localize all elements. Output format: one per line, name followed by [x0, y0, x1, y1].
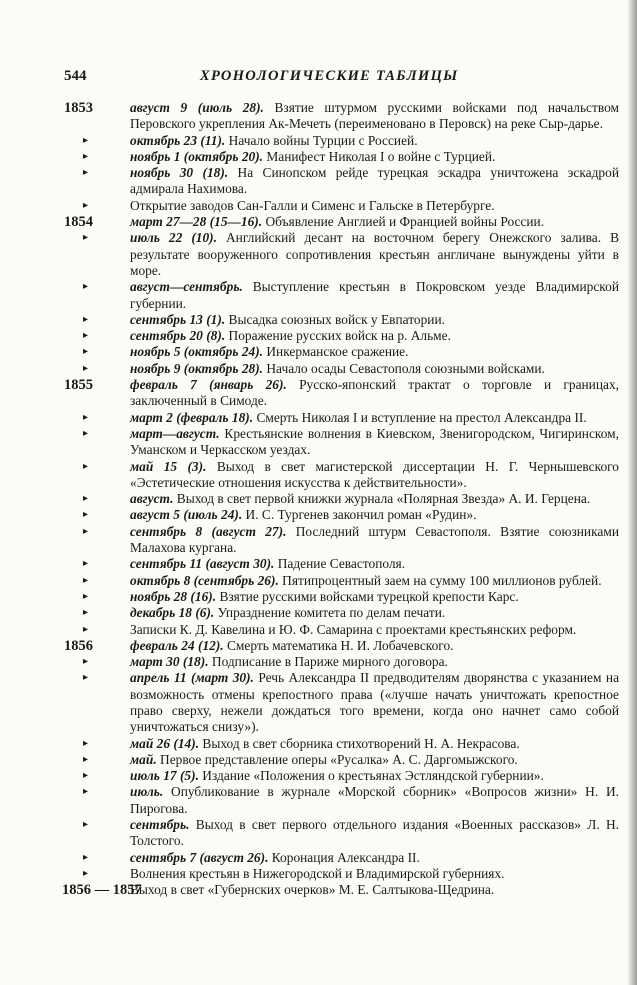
- entry-text: [130, 850, 619, 866]
- entry-date: июль 17 (5).: [130, 768, 199, 784]
- chronology-entry: [64, 784, 619, 817]
- bullet-icon: ▸: [83, 672, 89, 684]
- entry-date: август.: [130, 491, 174, 507]
- entry-date: апрель 11 (март 30).: [130, 670, 254, 686]
- bullet-icon: ▸: [83, 330, 89, 342]
- entry-text: [130, 638, 619, 654]
- chronology-entry: [64, 622, 619, 638]
- entry-description: Упразднение комитета по делам печати.: [214, 605, 446, 621]
- entry-date: сентябрь 8 (август 27).: [130, 523, 287, 539]
- chronology-entry: [64, 768, 619, 784]
- entry-text: [130, 361, 619, 377]
- bullet-icon: ▸: [83, 427, 89, 439]
- bullet-icon: ▸: [83, 313, 89, 325]
- bullet-icon: ▸: [83, 819, 89, 831]
- chronology-entry: [64, 165, 619, 198]
- entry-date: сентябрь 11 (август 30).: [130, 556, 275, 572]
- chronology-entry: [64, 670, 619, 735]
- entry-year: 1853: [64, 100, 93, 116]
- entry-text: [130, 573, 619, 589]
- entry-description: Подписание в Париже мирного договора.: [208, 654, 448, 670]
- chronology-entry: [64, 638, 619, 654]
- entry-date: сентябрь.: [130, 817, 190, 833]
- chronology-entry: [64, 312, 619, 328]
- chronology-entry: [64, 817, 619, 850]
- entry-text: [130, 670, 619, 735]
- entry-text: [130, 377, 619, 410]
- entry-description: Выход в свет «Губернских очерков» М. Е. Салтыкова-Щедрина.: [130, 882, 495, 898]
- chronology-entry: [64, 100, 619, 133]
- entry-date: декабрь 18 (6).: [130, 605, 215, 621]
- bullet-icon: ▸: [83, 737, 89, 749]
- bullet-icon: ▸: [83, 770, 89, 782]
- entry-date: октябрь 8 (сентябрь 26).: [130, 572, 279, 588]
- entry-description: Инкерманское сражение.: [263, 344, 409, 360]
- bullet-icon: ▸: [83, 232, 89, 244]
- entry-description: Манифест Николая I о войне с Турцией.: [263, 148, 496, 164]
- entry-text: [130, 589, 619, 605]
- chronology-entry: [64, 589, 619, 605]
- entry-text: [130, 279, 619, 312]
- bullet-icon: ▸: [83, 590, 89, 602]
- entry-year: 1856: [64, 637, 93, 654]
- entry-description: Выход в свет магистерской диссертации Н. Г. Чернышевского «Эстетические отношения искусства к действительности».: [130, 458, 619, 490]
- entry-description: Волнения крестьян в Нижегородской и Владимирской губерниях.: [130, 865, 505, 881]
- entry-text: [130, 459, 619, 492]
- bullet-icon: ▸: [83, 509, 89, 521]
- entry-text: [130, 344, 619, 360]
- bullet-icon: ▸: [83, 786, 89, 798]
- page-edge-shadow: [627, 0, 637, 985]
- entry-date: май 26 (14).: [130, 735, 200, 751]
- entry-description: Издание «Положения о крестьянах Эстляндской губернии».: [198, 768, 544, 784]
- bullet-icon: ▸: [83, 150, 89, 162]
- entry-year: 1855: [64, 377, 93, 394]
- entry-description: Первое представление оперы «Русалка» А. С. Даргомыжского.: [156, 751, 518, 767]
- entry-date: ноябрь 28 (16).: [130, 588, 217, 604]
- entry-description: Пятипроцентный заем на сумму 100 миллионов рублей.: [278, 572, 602, 588]
- entry-description: Падение Севастополя.: [274, 556, 406, 572]
- chronology-entry: [64, 866, 619, 882]
- entry-description: Выступление крестьян в Покровском уезде Владимирской губернии.: [130, 279, 619, 311]
- chronology-entry: [64, 214, 619, 230]
- entry-text: [130, 556, 619, 572]
- entry-text: [130, 100, 619, 133]
- bullet-icon: ▸: [83, 558, 89, 570]
- chronology-entry: [64, 556, 619, 572]
- entry-date: октябрь 23 (11).: [130, 132, 226, 148]
- entry-text: [130, 328, 619, 344]
- entry-date: май 15 (3).: [130, 458, 207, 474]
- entry-date: август—сентябрь.: [130, 279, 243, 295]
- bullet-icon: ▸: [83, 167, 89, 179]
- entry-description: Записки К. Д. Кавелина и Ю. Ф. Самарина с проектами крестьянских реформ.: [130, 621, 577, 637]
- chronology-entry: [64, 377, 619, 410]
- chronology-entry: [64, 459, 619, 492]
- entry-description: Коронация Александра II.: [268, 849, 420, 865]
- entry-text: [130, 507, 619, 523]
- entry-text: [130, 736, 619, 752]
- entry-text: [130, 622, 619, 638]
- entry-text: [130, 882, 619, 898]
- chronology-entry: [64, 654, 619, 670]
- entry-text: [130, 866, 619, 882]
- entry-description: Начало войны Турции с Россией.: [225, 132, 418, 148]
- entry-text: [130, 149, 619, 165]
- chronology-entry: [64, 491, 619, 507]
- entry-date: март 2 (февраль 18).: [130, 409, 254, 425]
- entry-text: [130, 817, 619, 850]
- bullet-icon: ▸: [83, 623, 89, 635]
- entry-description: Выход в свет первого отдельного издания «Военных рассказов» Л. Н. Толстого.: [130, 817, 619, 849]
- chronology-entry: [64, 573, 619, 589]
- running-title: ХРОНОЛОГИЧЕСКИЕ ТАБЛИЦЫ: [200, 68, 459, 84]
- entry-description: Выход в свет сборника стихотворений Н. А. Некрасова.: [199, 735, 520, 751]
- entry-description: Крестьянские волнения в Киевском, Звенигородском, Чигиринском, Уманском и Черкасском уездах.: [130, 425, 619, 458]
- bullet-icon: ▸: [83, 411, 89, 423]
- entry-text: [130, 654, 619, 670]
- entry-date: июль 22 (10).: [130, 230, 217, 246]
- entry-year: 1854: [64, 214, 93, 231]
- chronology-entry: [64, 507, 619, 523]
- entry-description: Речь Александра II предводителям дворянства с указанием на возможность отмены крепостного права («лучше начать уничтожать крепостное право сверху, нежели дождаться того времени, когда оно начнет само собой уничтожаться снизу»).: [130, 670, 620, 735]
- entry-text: [130, 426, 619, 459]
- entry-text: [130, 605, 619, 621]
- chronology-entry: [64, 230, 619, 279]
- bullet-icon: ▸: [83, 574, 89, 586]
- entry-description: Высадка союзных войск у Евпатории.: [225, 311, 445, 327]
- entry-date: сентябрь 7 (август 26).: [130, 849, 269, 865]
- entry-description: На Синопском рейде турецкая эскадра уничтожена эскадрой адмирала Нахимова.: [130, 165, 619, 197]
- entry-year: 1856 — 1857: [62, 882, 142, 899]
- chronology-entry: [64, 328, 619, 344]
- bullet-icon: ▸: [83, 134, 89, 146]
- bullet-icon: ▸: [83, 753, 89, 765]
- entry-date: март 30 (18).: [130, 654, 209, 670]
- entry-date: февраль 7 (январь 26).: [130, 377, 287, 393]
- bullet-icon: ▸: [83, 607, 89, 619]
- entry-description: Последний штурм Севастополя. Взятие союзниками Малахова кургана.: [130, 523, 619, 556]
- chronology-entry: [64, 133, 619, 149]
- entry-text: [130, 752, 619, 768]
- entry-text: [130, 410, 619, 426]
- chronology-entry: [64, 410, 619, 426]
- entry-date: сентябрь 20 (8).: [130, 328, 226, 344]
- entry-date: май.: [130, 751, 157, 767]
- chronology-entry: [64, 426, 619, 459]
- chronology-entry: [64, 850, 619, 866]
- entry-text: [130, 198, 619, 214]
- entry-description: Объявление Англией и Францией войны России.: [262, 214, 545, 230]
- entry-date: ноябрь 9 (октябрь 28).: [130, 360, 264, 376]
- entry-description: И. С. Тургенев закончил роман «Рудин».: [242, 507, 477, 523]
- entry-date: ноябрь 1 (октябрь 20).: [130, 148, 264, 164]
- entry-description: Смерть Николая I и вступление на престол Александра II.: [253, 409, 587, 425]
- chronology-table: [64, 100, 619, 899]
- entry-description: Опубликование в журнале «Морской сборник» «Вопросов жизни» Н. И. Пирогова.: [130, 784, 619, 816]
- bullet-icon: ▸: [83, 281, 89, 293]
- entry-description: Взятие штурмом русскими войсками под начальством Перовского укрепления Ак-Мечеть (переименовано в Перовск) на реке Сыр-дарье.: [130, 100, 620, 132]
- entry-description: Поражение русских войск на р. Альме.: [225, 328, 451, 344]
- entry-text: [130, 214, 619, 230]
- page-header: [64, 68, 607, 90]
- entry-text: [130, 491, 619, 507]
- entry-description: Выход в свет первой книжки журнала «Полярная Звезда» А. И. Герцена.: [173, 491, 591, 507]
- bullet-icon: ▸: [83, 867, 89, 879]
- chronology-entry: [64, 198, 619, 214]
- bullet-icon: ▸: [83, 199, 89, 211]
- chronology-entry: [64, 752, 619, 768]
- entry-text: [130, 133, 619, 149]
- chronology-entry: [64, 149, 619, 165]
- entry-text: [130, 524, 619, 557]
- entry-date: март—август.: [130, 425, 220, 441]
- entry-date: февраль 24 (12).: [130, 637, 224, 653]
- entry-text: [130, 768, 619, 784]
- entry-description: Начало осады Севастополя союзными войсками.: [263, 360, 545, 376]
- entry-text: [130, 165, 619, 198]
- entry-description: Английский десант на восточном берегу Онежского залива. В результате вооруженного сопротивления крестьян англичане вынуждены уйти в море.: [130, 230, 619, 278]
- bullet-icon: ▸: [83, 346, 89, 358]
- bullet-icon: ▸: [83, 656, 89, 668]
- bullet-icon: ▸: [83, 525, 89, 537]
- chronology-entry: [64, 736, 619, 752]
- entry-text: [130, 784, 619, 817]
- entry-date: август 5 (июль 24).: [130, 507, 243, 523]
- entry-description: Открытие заводов Сан-Галли и Сименс и Гальске в Петербурге.: [130, 197, 495, 213]
- entry-date: июль.: [130, 784, 164, 800]
- entry-description: Русско-японский трактат о торговле и границах, заключенный в Симоде.: [130, 377, 619, 409]
- entry-text: [130, 230, 619, 279]
- entry-date: август 9 (июль 28).: [130, 100, 264, 115]
- bullet-icon: ▸: [83, 851, 89, 863]
- bullet-icon: ▸: [83, 460, 89, 472]
- chronology-entry: [64, 524, 619, 557]
- entry-description: Взятие русскими войсками турецкой крепости Карс.: [216, 588, 519, 604]
- chronology-entry: [64, 882, 619, 898]
- entry-text: [130, 312, 619, 328]
- bullet-icon: ▸: [83, 493, 89, 505]
- chronology-entry: [64, 361, 619, 377]
- bullet-icon: ▸: [83, 362, 89, 374]
- chronology-entry: [64, 279, 619, 312]
- entry-date: ноябрь 5 (октябрь 24).: [130, 344, 264, 360]
- entry-date: сентябрь 13 (1).: [130, 311, 226, 327]
- entry-date: ноябрь 30 (18).: [130, 165, 229, 181]
- chronology-entry: [64, 344, 619, 360]
- chronology-entry: [64, 605, 619, 621]
- entry-description: Смерть математика Н. И. Лобачевского.: [223, 637, 454, 653]
- entry-date: март 27—28 (15—16).: [130, 214, 263, 230]
- page-number: 544: [64, 68, 87, 84]
